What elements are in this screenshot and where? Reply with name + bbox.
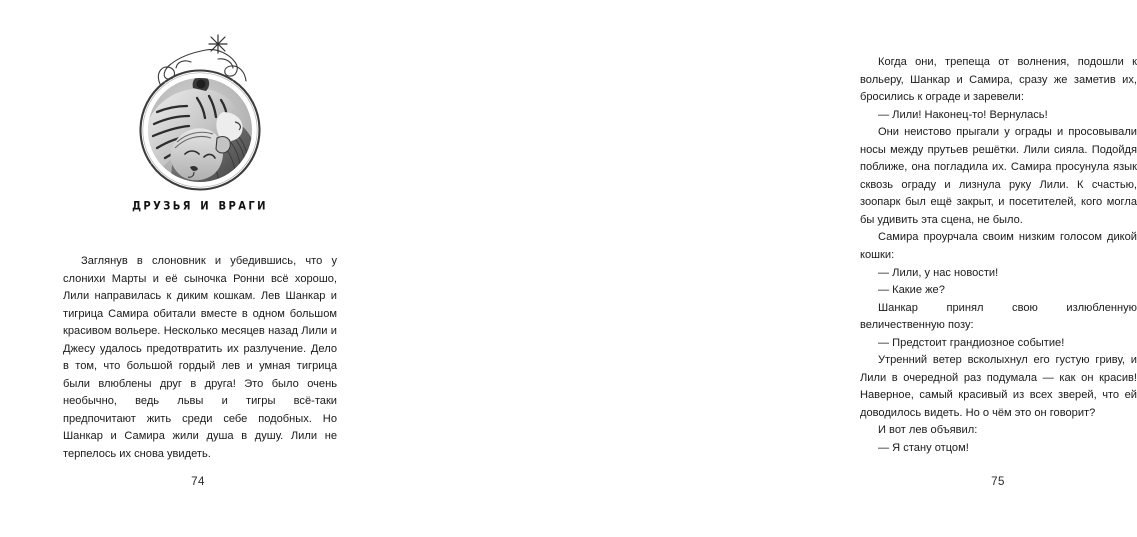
dialog-line: — Лили, у нас новости! [878, 266, 999, 279]
chapter-illustration [63, 26, 337, 194]
right-column-text [860, 54, 1137, 458]
page-number-left: 74 [191, 475, 205, 488]
paragraph: Шанкар принял свою излюбленную величественную позу: [860, 301, 1137, 332]
medallion-tiger-lion-icon [105, 26, 295, 196]
page-number-right: 75 [991, 475, 1005, 488]
paragraph: Когда они, трепеща от волнения, подошли к вольеру, Шанкар и Самира, сразу же заметив их, бросились к ограде и заревели: [860, 56, 1137, 104]
paragraph: И вот лев объявил: [878, 424, 978, 437]
dialog-line: — Лили! Наконец-то! Вернулась! [878, 108, 1048, 121]
dialog-line: — Какие же? [878, 284, 945, 297]
dialog-line: — Предстоит грандиозное событие! [878, 336, 1065, 349]
left-column-text [63, 253, 337, 464]
paragraph: Заглянув в слоновник и убедившись, что у слонихи Марты и её сыночка Ронни всё хорошо, Лили направилась к диким кошкам. Лев Шанкар и тигрица Самира обитали вместе в одном большом красивом вольере. Несколько месяцев назад Лили и Джесу удалось предотвратить их разлучение. Дело в том, что большой гордый лев и умная тигрица были влюблены друг в друга! Это было очень необычно, ведь львы и тигры всё-таки предпочитают жить среди себе подобных. Но Шанкар и Самира жили душа в душу. Лили не терпелось их снова увидеть. [63, 255, 337, 461]
chapter-opener [63, 26, 337, 236]
star-icon [209, 35, 227, 53]
paragraph: Они неистово прыгали у ограды и просовывали носы между прутьев решётки. Лили сияла. Подойдя поближе, она погладила их. Самира просунула язык сквозь ограду и лизнула руку Лили. К счастью, зоопарк был ещё закрыт, и посетителей, кого могла бы удивить эта сцена, не было. [860, 126, 1137, 226]
page-right [400, 0, 1137, 537]
paragraph: Самира проурчала своим низким голосом дикой кошки: [860, 231, 1137, 262]
dialog-line: — Я стану отцом! [878, 442, 969, 455]
page-left [0, 0, 400, 537]
chapter-title: друзья и враги [132, 196, 268, 214]
paragraph: Утренний ветер всколыхнул его густую гриву, и Лили в очередной раз подумала — как он красив! Наверное, самый красивый из всех зверей, что ей доводилось видеть. Но о чём это он говорит? [860, 354, 1137, 419]
